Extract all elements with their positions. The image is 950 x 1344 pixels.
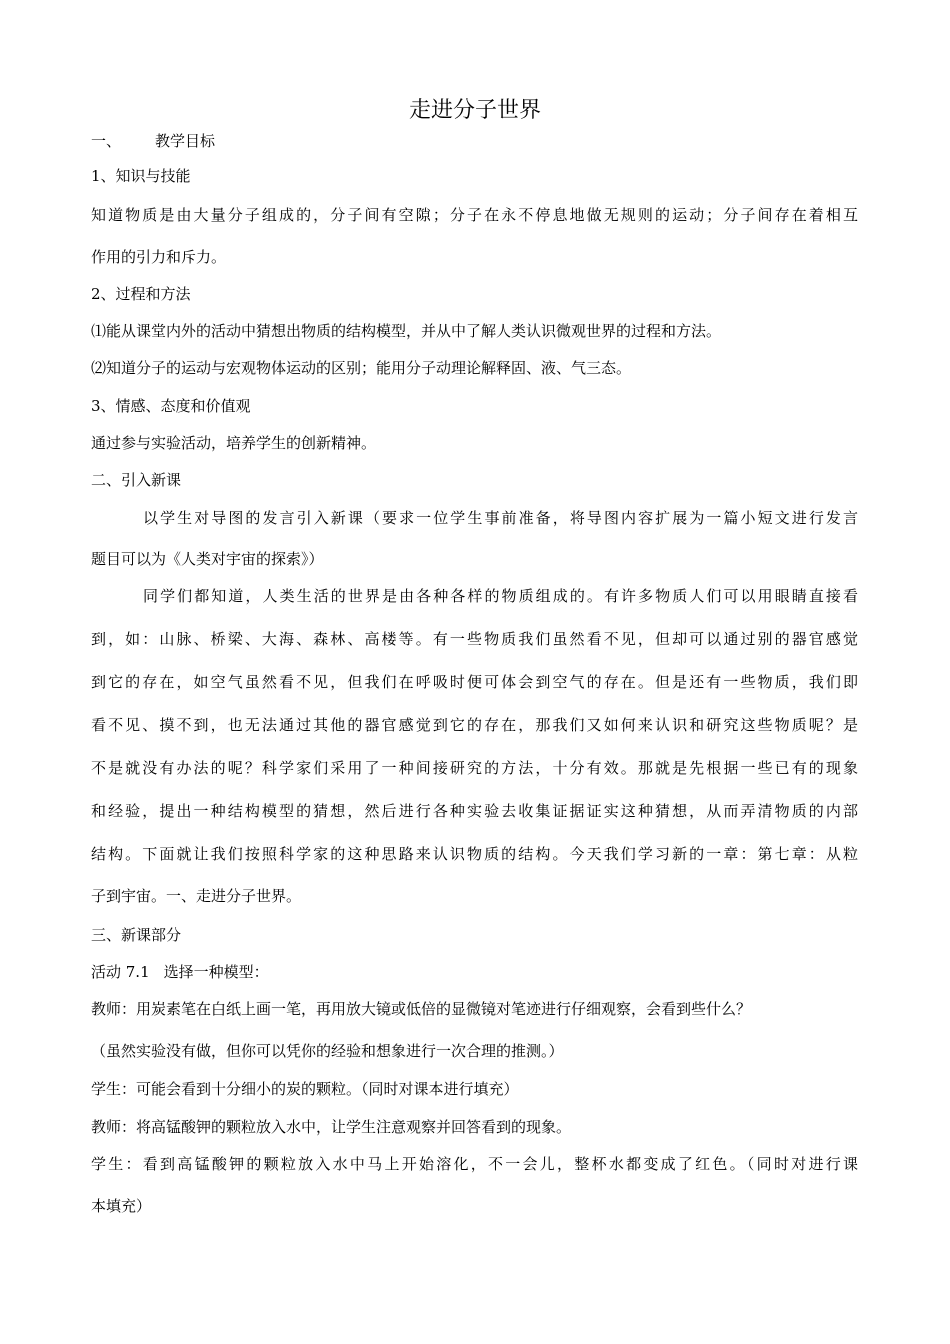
intro-body-line: 看不见、摸不到，也无法通过其他的器官感觉到它的存在，那我们又如何来认识和研究这些物质呢？是 [91, 716, 858, 734]
intro-heading: 二、引入新课 [91, 471, 182, 489]
process-methods-heading: 2、过程和方法 [91, 285, 191, 303]
page-title: 走进分子世界 [408, 98, 541, 123]
attitude-values-line: 通过参与实验活动，培养学生的创新精神。 [91, 434, 377, 452]
activity-label: 活动 7.1 [91, 963, 150, 981]
intro-paragraph-line: 题目可以为《人类对宇宙的探索》） [91, 550, 324, 568]
student-line: 学生：看到高锰酸钾的颗粒放入水中马上开始溶化，不一会儿，整杯水都变成了红色。（同时对进行课 [91, 1155, 858, 1173]
intro-body-line: 到，如：山脉、桥梁、大海、森林、高楼等。有一些物质我们虽然看不见，但却可以通过别的器官感觉 [91, 630, 858, 648]
teacher-line: 教师：用炭素笔在白纸上画一笔，再用放大镜或低倍的显微镜对笔迹进行仔细观察，会看到些什么？ [91, 1000, 752, 1018]
objectives-heading [91, 130, 215, 152]
intro-body-line: 结构。下面就让我们按照科学家的这种思路来认识物质的结构。今天我们学习新的一章：第七章：从粒 [91, 845, 858, 863]
teacher-line: （虽然实验没有做，但你可以凭你的经验和想象进行一次合理的推测。） [91, 1042, 564, 1060]
attitude-values-heading: 3、情感、态度和价值观 [91, 397, 251, 415]
intro-paragraph-line: 以学生对导图的发言引入新课（要求一位学生事前准备，将导图内容扩展为一篇小短文进行发言 [143, 509, 858, 527]
knowledge-skills-heading: 1、知识与技能 [91, 167, 191, 185]
objectives-heading-text: 教学目标 [155, 132, 216, 150]
process-methods-item: ⑵知道分子的运动与宏观物体运动的区别；能用分子动理论解释固、液、气三态。 [91, 359, 632, 377]
student-line: 本填充） [91, 1197, 152, 1215]
process-methods-item: ⑴能从课堂内外的活动中猜想出物质的结构模型，并从中了解人类认识微观世界的过程和方法。 [91, 322, 722, 340]
intro-body-line: 到它的存在，如空气虽然看不见，但我们在呼吸时便可体会到空气的存在。但是还有一些物质，我们即 [91, 673, 858, 691]
intro-body-line: 子到宇宙。一、走进分子世界。 [91, 887, 302, 905]
intro-body-line: 同学们都知道，人类生活的世界是由各种各样的物质组成的。有许多物质人们可以用眼睛直接看 [143, 587, 858, 605]
student-line: 学生：可能会看到十分细小的炭的颗粒。（同时对课本进行填充） [91, 1080, 519, 1098]
intro-body-line: 不是就没有办法的呢？科学家们采用了一种间接研究的方法，十分有效。那就是先根据一些已有的现象 [91, 759, 858, 777]
teacher-line: 教师：将高锰酸钾的颗粒放入水中，让学生注意观察并回答看到的现象。 [91, 1118, 572, 1136]
objectives-heading-number: 一、 [91, 132, 122, 150]
intro-body-line: 和经验，提出一种结构模型的猜想，然后进行各种实验去收集证据证实这种猜想，从而弄清物质的内部 [91, 802, 858, 820]
knowledge-skills-line: 作用的引力和斥力。 [91, 248, 227, 266]
activity-heading [91, 961, 269, 983]
activity-text: 选择一种模型： [163, 963, 269, 981]
new-lesson-heading: 三、新课部分 [91, 926, 182, 944]
knowledge-skills-line: 知道物质是由大量分子组成的，分子间有空隙；分子在永不停息地做无规则的运动；分子间存在着相互 [91, 206, 858, 224]
